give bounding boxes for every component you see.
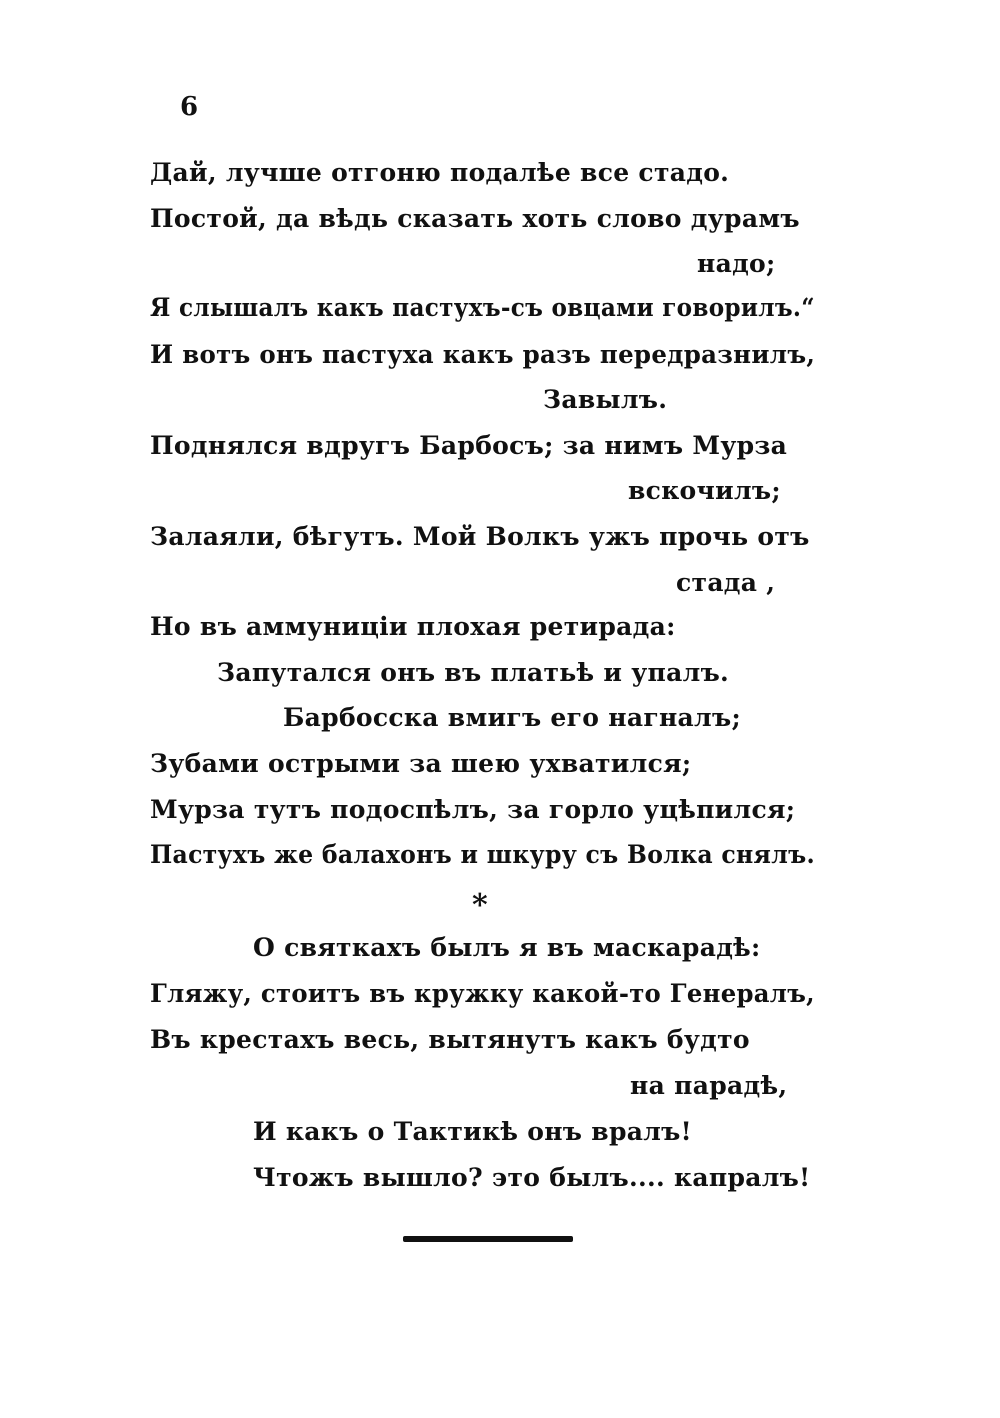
poem-line: Мурза тутъ подоспѣлъ, за горло уцѣпился; xyxy=(150,795,796,824)
poem-line: Дай, лучше отгоню подалѣе все стадо. xyxy=(150,158,730,187)
poem-line: Поднялся вдругъ Барбосъ; за нимъ Мурза xyxy=(150,431,788,460)
poem-line-continuation: на парадѣ, xyxy=(630,1071,788,1100)
poem-line: Барбосска вмигъ его нагналъ; xyxy=(283,703,741,732)
section-ornament: * xyxy=(472,888,488,923)
poem-line: Чтожъ вышло? это былъ.... капралъ! xyxy=(253,1163,811,1192)
end-rule xyxy=(403,1236,573,1242)
poem-line: Но въ аммуниціи плохая ретирада: xyxy=(150,612,676,641)
poem-line-continuation: стада , xyxy=(676,568,776,597)
poem-line: Въ крестахъ весь, вытянутъ какъ будто xyxy=(150,1025,750,1054)
poem-line: И вотъ онъ пастуха какъ разъ передразнилъ, xyxy=(150,340,816,369)
poem-line: Залаяли, бѣгутъ. Мой Волкъ ужъ прочь отъ xyxy=(150,522,810,551)
poem-line: Зубами острыми за шею ухватился; xyxy=(150,749,692,778)
poem-line: О святкахъ былъ я въ маскарадѣ: xyxy=(253,933,761,962)
poem-line: Постой, да вѣдь сказать хоть слово дурамъ xyxy=(150,204,800,233)
poem-line: Я слышалъ какъ пастухъ-съ овцами говорилъ.“ xyxy=(150,293,815,322)
poem-line: Гляжу, стоитъ въ кружку какой-то Генералъ, xyxy=(150,979,815,1008)
poem-line-continuation: Завылъ. xyxy=(543,385,668,414)
poem-line: Запутался онъ въ платьѣ и упалъ. xyxy=(217,658,730,687)
poem-line-continuation: вскочилъ; xyxy=(628,476,781,505)
page-number: 6 xyxy=(180,92,199,122)
poem-line-continuation: надо; xyxy=(697,249,776,278)
poem-line: И какъ о Тактикѣ онъ вралъ! xyxy=(253,1117,692,1146)
poem-line: Пастухъ же балахонъ и шкуру съ Волка снялъ. xyxy=(150,840,815,869)
